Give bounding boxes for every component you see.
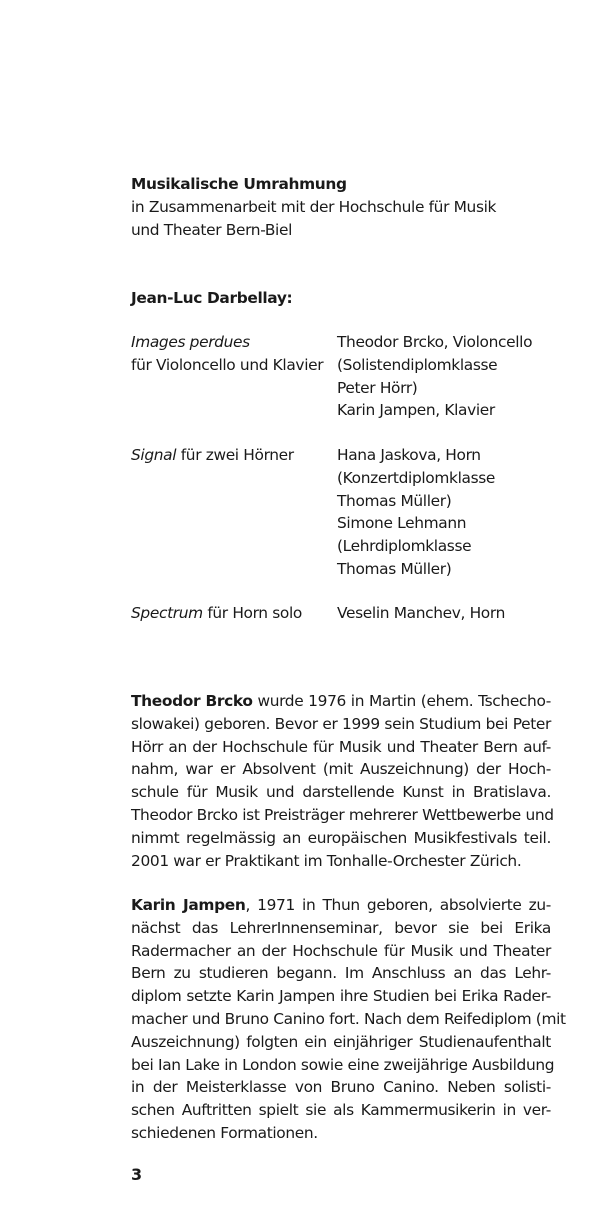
work-title: Spectrum [131,604,203,622]
intro-line: in Zusammenarbeit mit der Hochschule für Musik [131,198,497,216]
bio-line: Radermacher an der Hochschule für Musik und Theater [131,941,551,960]
performer-line: Hana Jaskova, Horn [337,446,481,464]
work-subtitle: für Violoncello und Klavier [131,355,324,374]
composer-name: Jean-Luc Darbellay: [131,289,293,307]
bio-line: 2001 war er Praktikant im Tonhalle-Orchester Zürich. [131,851,522,870]
performer-line: Simone Lehmann [337,514,467,533]
performer-line: Peter Hörr) [337,378,418,397]
bio-line: wurde 1976 in Martin (ehem. Tschecho- [252,692,552,710]
program-performers-1 [337,331,532,422]
performer-line: Veselin Manchev, Horn [337,604,505,622]
bio-line: diplom setzte Karin Jampen ihre Studien bei Erika Rader- [131,987,551,1006]
bio-line: nächst das LehrerInnenseminar, bevor sie bei Erika [131,918,551,937]
program-work-3 [131,602,302,625]
bio-theodor-brcko [131,690,554,872]
bio-line: Hörr an der Hochschule für Musik und Theater Bern auf- [131,737,551,756]
bio-line: schen Auftritten spielt sie als Kammermusikerin in ver- [131,1101,551,1120]
bio-line: Theodor Brcko ist Preisträger mehrerer Wettbewerbe und [131,805,554,824]
program-performers-3 [337,602,505,625]
bio-line: slowakei) geboren. Bevor er 1999 sein Studium bei Peter [131,714,551,733]
work-title: Images perdues [131,333,250,351]
bio-name: Karin Jampen [131,896,246,914]
bio-line: in der Meisterklasse von Bruno Canino. Neben solisti- [131,1078,551,1097]
performer-line: Karin Jampen, Klavier [337,401,495,420]
bio-line: schiedenen Formationen. [131,1123,318,1142]
performer-line: (Lehrdiplomklasse [337,537,472,556]
intro-line: und Theater Bern-Biel [131,221,293,239]
program-work-1 [131,331,323,377]
bio-line: , 1971 in Thun geboren, absolvierte zu- [245,896,551,914]
performer-line: (Solistendiplomklasse [337,355,498,374]
work-title-suffix: für Horn solo [202,604,302,622]
bio-line: Auszeichnung) folgten ein einjähriger Studienaufenthalt [131,1032,551,1051]
bio-karin-jampen [131,894,566,1145]
performer-line: (Konzertdiplomklasse [337,468,496,487]
bio-line: nahm, war er Absolvent (mit Auszeichnung) der Hoch- [131,760,551,779]
performer-line: Thomas Müller) [337,559,452,578]
work-title: Signal [131,446,177,464]
work-title-suffix: für zwei Hörner [176,446,294,464]
bio-line: nimmt regelmässig an europäischen Musikfestivals teil. [131,828,551,847]
program-performers-2 [337,444,495,581]
performer-line: Thomas Müller) [337,491,452,510]
section-heading: Musikalische Umrahmung [131,175,347,193]
bio-line: schule für Musik und darstellende Kunst in Bratislava. [131,783,551,802]
bio-name: Theodor Brcko [131,692,253,710]
performer-line: Theodor Brcko, Violoncello [337,333,533,351]
bio-line: macher und Bruno Canino fort. Nach dem Reifediplom (mit [131,1009,566,1028]
program-work-2 [131,444,294,467]
page-number: 3 [131,1165,143,1184]
bio-line: bei Ian Lake in London sowie eine zweijährige Ausbildung [131,1055,555,1074]
bio-line: Bern zu studieren begann. Im Anschluss an das Lehr- [131,964,551,983]
